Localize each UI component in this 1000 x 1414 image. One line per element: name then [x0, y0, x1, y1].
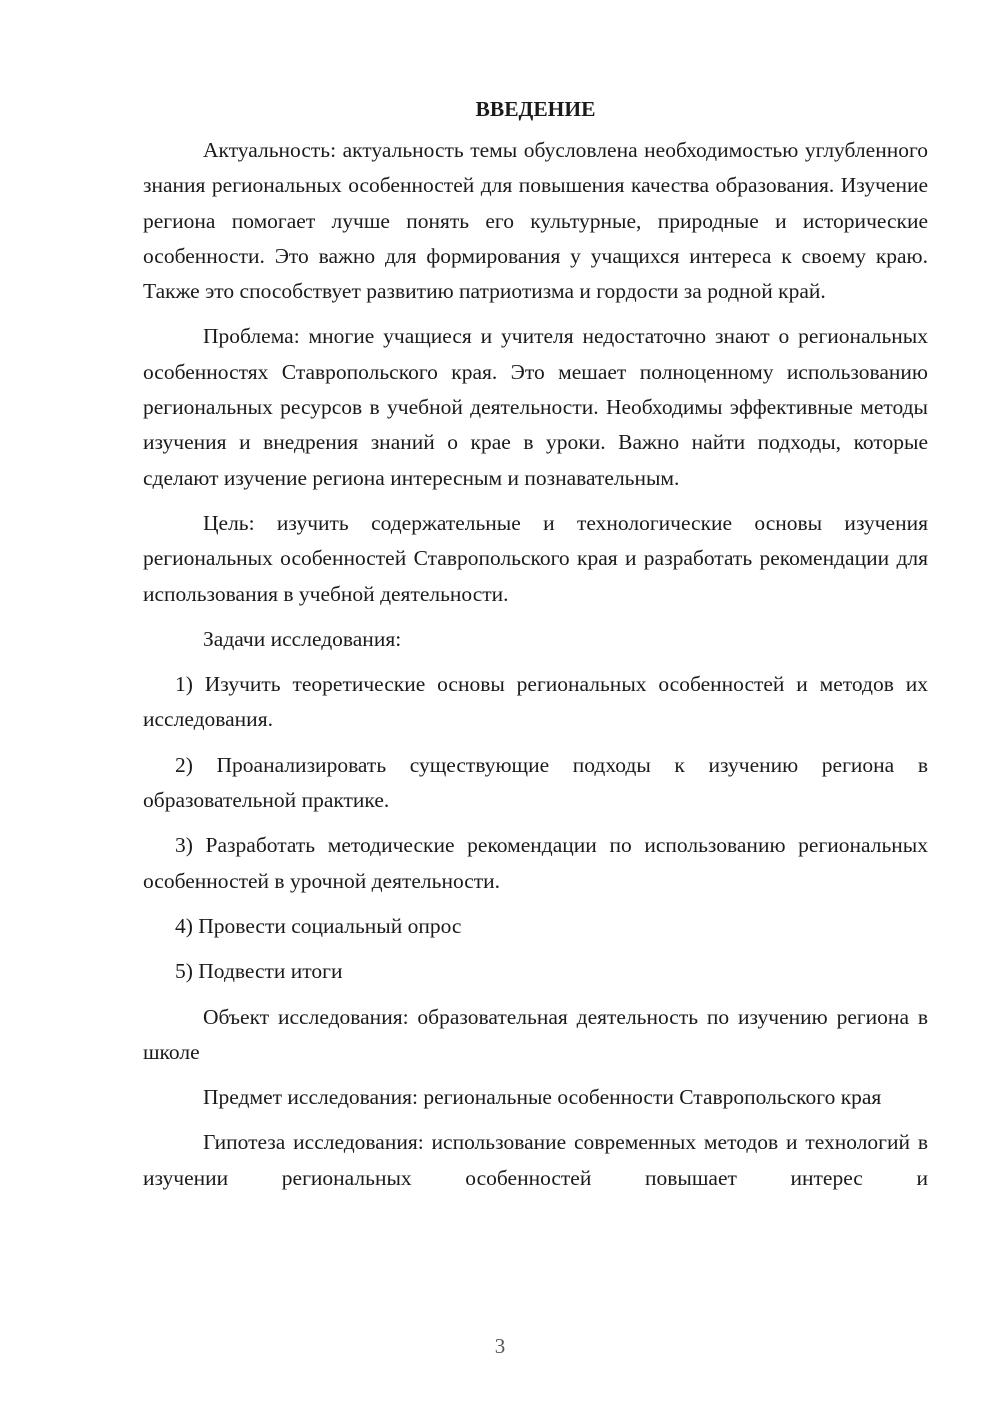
tasks-heading: Задачи исследования: — [203, 626, 402, 651]
task-item-2: 2) Проанализировать существующие подходы к изучению региона в образовательной практике. — [143, 752, 928, 813]
paragraph-object: Объект исследования: образовательная деятельность по изучению региона в школе — [143, 1004, 928, 1064]
paragraph-relevance: Актуальность: актуальность темы обусловлена необходимостью углубленного знания региональных особенностей для повышения качества образования. Изучение региона помогает лучше понять его культурные, природные и исторические особенности. Это важно для формирования у учащихся интереса к своему краю. Также это способствует развитию патриотизма и гордости за родной край. — [143, 138, 928, 304]
task-item-3: 3) Разработать методические рекомендации по использованию региональных особенностей в урочной деятельности. — [143, 833, 928, 893]
paragraph-problem: Проблема: многие учащиеся и учителя недостаточно знают о региональных особенностях Ставропольского края. Это мешает полноценному использованию региональных ресурсов в учебной деятельности. Необходимы эффективные методы изучения и внедрения знаний о крае в уроки. Важно найти подходы, которые сделают изучение региона интересным и познавательным. — [143, 324, 928, 490]
task-item-1: 1) Изучить теоретические основы региональных особенностей и методов их исследования. — [143, 672, 928, 732]
paragraph-goal: Цель: изучить содержательные и технологические основы изучения региональных особенностей Ставропольского края и разработать рекомендации для использования в учебной деятельности. — [143, 510, 928, 606]
page-number: 3 — [494, 1334, 506, 1358]
task-item-5: 5) Подвести итоги — [175, 959, 343, 984]
paragraph-subject: Предмет исследования: региональные особенности Ставропольского края — [203, 1085, 882, 1110]
task-item-4: 4) Провести социальный опрос — [175, 913, 462, 938]
paragraph-hypothesis: Гипотеза исследования: использование современных методов и технологий в изучении региональных особенностей повышает интерес и — [143, 1130, 928, 1190]
page-title: ВВЕДЕНИЕ — [475, 97, 596, 121]
document-page — [143, 92, 928, 1206]
